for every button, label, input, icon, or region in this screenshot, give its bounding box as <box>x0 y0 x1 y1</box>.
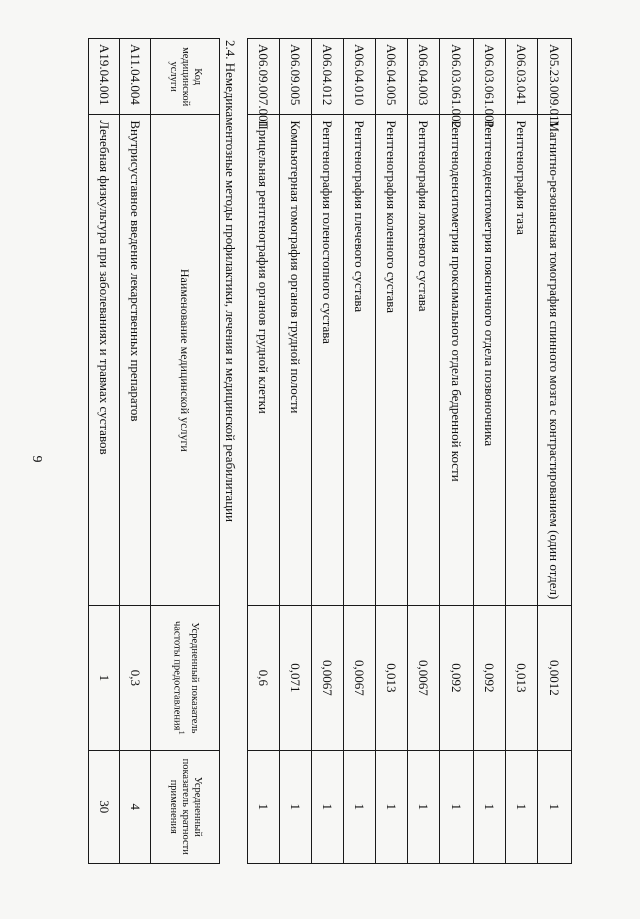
table-row <box>376 39 408 864</box>
service-code: A06.04.005 <box>376 39 408 115</box>
services-table <box>247 38 572 864</box>
table-row <box>408 39 440 864</box>
service-name: Рентгенография локтевого сустава <box>408 115 440 606</box>
table-row <box>474 39 506 864</box>
service-code: A11.04.004 <box>120 39 151 115</box>
multiplicity-value: 4 <box>120 750 151 863</box>
frequency-value: 0,071 <box>280 606 312 750</box>
multiplicity-value: 1 <box>376 750 408 863</box>
header-frequency <box>151 606 220 750</box>
frequency-value: 0,6 <box>248 606 280 750</box>
service-name: Рентгенография коленного сустава <box>376 115 408 606</box>
table-row <box>440 39 474 864</box>
service-name: Рентгеноденситометрия поясничного отдела позвоночника <box>474 115 506 606</box>
multiplicity-value: 1 <box>248 750 280 863</box>
frequency-value: 0,013 <box>506 606 538 750</box>
service-code: A06.04.012 <box>312 39 344 115</box>
service-code: A06.09.005 <box>280 39 312 115</box>
table-row <box>344 39 376 864</box>
table-row <box>280 39 312 864</box>
table-row <box>120 39 151 864</box>
non-drug-methods-table <box>88 38 220 864</box>
section-title: 2.4. Немедикаментозные методы профилактики, лечения и медицинской реабилитации <box>223 40 238 523</box>
table-row <box>506 39 538 864</box>
frequency-value: 0,0067 <box>408 606 440 750</box>
multiplicity-value: 1 <box>408 750 440 863</box>
service-name: Рентгенография таза <box>506 115 538 606</box>
frequency-value: 0,092 <box>440 606 474 750</box>
frequency-value: 0,0067 <box>344 606 376 750</box>
multiplicity-value: 1 <box>344 750 376 863</box>
service-code: A06.03.041 <box>506 39 538 115</box>
frequency-value: 0,0067 <box>312 606 344 750</box>
page-number: 9 <box>29 455 44 463</box>
service-name: Лечебная физкультура при заболеваниях и травмах суставов <box>89 115 120 606</box>
multiplicity-value: 1 <box>440 750 474 863</box>
service-name: Магнитно-резонансная томография спинного мозга с контрастированием (один отдел) <box>538 115 572 606</box>
frequency-value: 0,092 <box>474 606 506 750</box>
table-row <box>538 39 572 864</box>
service-name: Компьютерная томография органов грудной полости <box>280 115 312 606</box>
header-code: Код медицинской услуги <box>151 39 220 115</box>
service-code: A06.09.007.001 <box>248 39 280 115</box>
footnote-mark: 1 <box>176 730 187 735</box>
header-name: Наименование медицинской услуги <box>151 115 220 606</box>
multiplicity-value: 1 <box>280 750 312 863</box>
service-name: Рентгеноденситометрия проксимального отдела бедренной кости <box>440 115 474 606</box>
service-code: A19.04.001 <box>89 39 120 115</box>
service-name: Прицельная рентгенография органов грудной клетки <box>248 115 280 606</box>
service-name: Рентгенография голеностопного сустава <box>312 115 344 606</box>
service-code: A06.03.061.002 <box>440 39 474 115</box>
header-multiplicity: Усредненный показатель кратности применения <box>151 750 220 863</box>
frequency-value: 0,3 <box>120 606 151 750</box>
table-row <box>248 39 280 864</box>
multiplicity-value: 30 <box>89 750 120 863</box>
table-row <box>89 39 120 864</box>
service-code: A06.04.010 <box>344 39 376 115</box>
service-code: A06.04.003 <box>408 39 440 115</box>
table-row <box>312 39 344 864</box>
service-name: Рентгенография плечевого сустава <box>344 115 376 606</box>
multiplicity-value: 1 <box>506 750 538 863</box>
service-name: Внутрисуставное введение лекарственных препаратов <box>120 115 151 606</box>
multiplicity-value: 1 <box>538 750 572 863</box>
service-code: A05.23.009.011 <box>538 39 572 115</box>
table-header-row <box>151 39 220 864</box>
service-code: A06.03.061.001 <box>474 39 506 115</box>
frequency-value: 0,0012 <box>538 606 572 750</box>
frequency-value: 1 <box>89 606 120 750</box>
frequency-value: 0,013 <box>376 606 408 750</box>
multiplicity-value: 1 <box>312 750 344 863</box>
multiplicity-value: 1 <box>474 750 506 863</box>
header-frequency-text: Усредненный показатель частоты предоставления <box>171 620 200 734</box>
